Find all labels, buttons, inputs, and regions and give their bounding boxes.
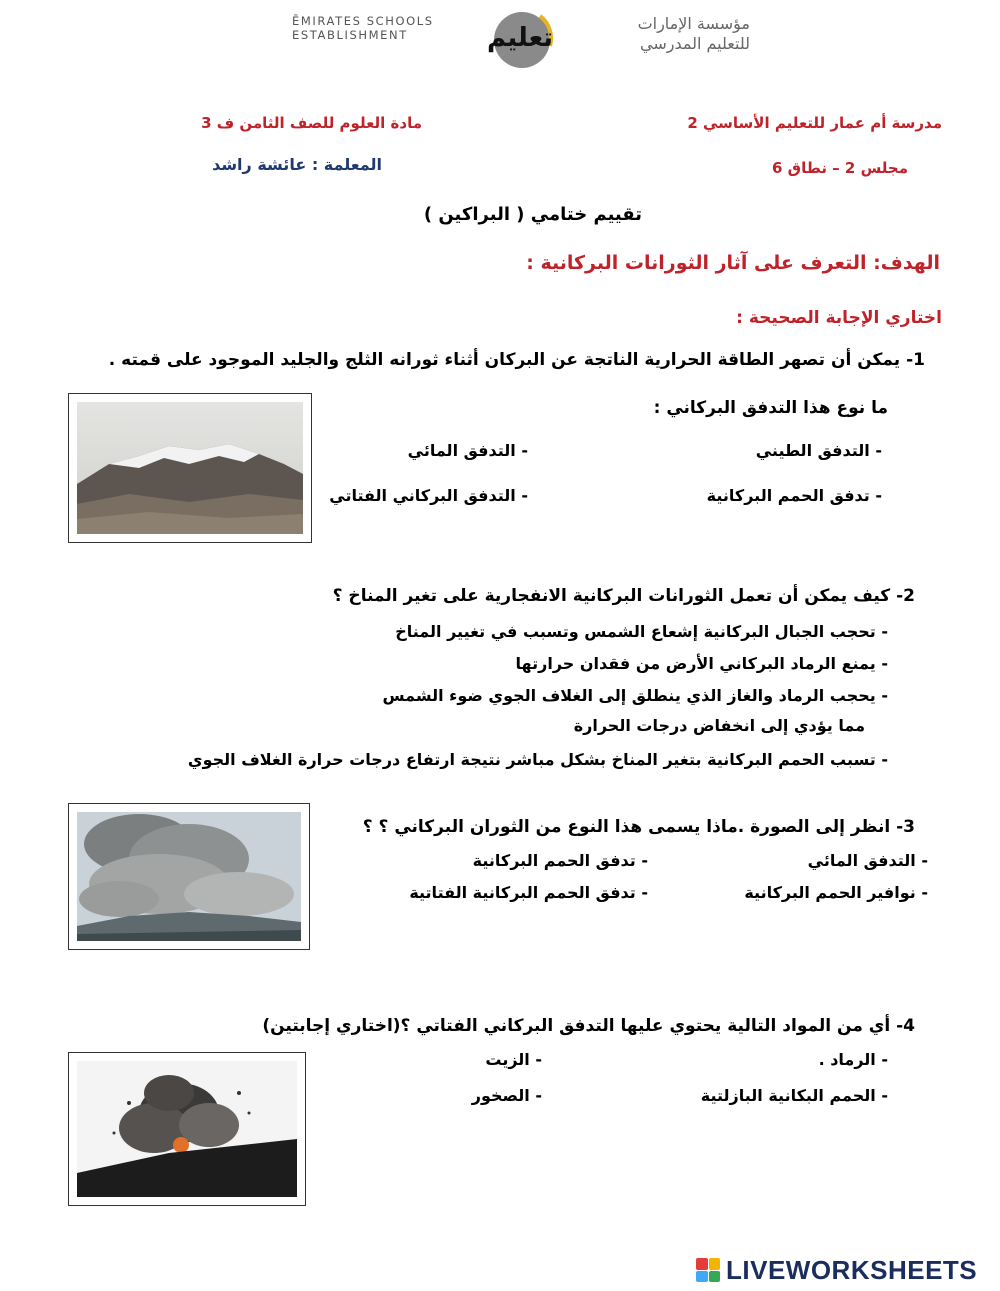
- q3-option-4[interactable]: - تدفق الحمم البركانية الفتاتية: [409, 883, 648, 902]
- q3-image: [68, 803, 310, 950]
- q4-option-4[interactable]: - الصخور: [471, 1086, 542, 1105]
- q2-text: 2- كيف يمكن أن تعمل الثورانات البركانية الانفجارية على تغير المناخ ؟: [332, 586, 915, 606]
- subject-name: مادة العلوم للصف الثامن ف 3: [201, 114, 422, 132]
- q3-option-3[interactable]: - نوافير الحمم البركانية: [744, 883, 928, 902]
- liveworksheets-brand: [696, 1255, 977, 1285]
- liveworksheets-text: LIVEWORKSHEETS: [726, 1254, 978, 1285]
- q3-text: 3- انظر إلى الصورة .ماذا يسمى هذا النوع من الثوران البركاني ؟ ؟: [362, 817, 915, 837]
- en-logo-line1: ĒMIRATES SCHOOLS: [292, 14, 434, 28]
- lesson-goal: الهدف: التعرف على آثار الثورانات البركانية :: [526, 252, 940, 274]
- q1-image: [68, 393, 312, 543]
- ar-logo-line2: للتعليم المدرسي: [639, 34, 750, 53]
- pyroclastic-flow-photo: [69, 804, 309, 949]
- ese-arabic-logo: [600, 14, 750, 54]
- q3-option-2[interactable]: - تدفق الحمم البركانية: [472, 851, 648, 870]
- liveworksheets-icon: [696, 1258, 720, 1282]
- q2-option-3-cont: مما يؤدي إلى انخفاض درجات الحرارة: [573, 716, 865, 735]
- talim-logo-text: تعليم: [486, 23, 554, 53]
- page-title: تقييم ختامي ( البراكين ): [423, 204, 642, 225]
- q4-image: [68, 1052, 306, 1206]
- q1-option-2[interactable]: - التدفق المائي: [407, 441, 528, 460]
- q2-option-2[interactable]: - يمنع الرماد البركاني الأرض من فقدان حرارتها: [515, 654, 888, 673]
- en-logo-line2: ESTABLISHMENT: [292, 28, 408, 42]
- q1-text: 1- يمكن أن تصهر الطاقة الحرارية الناتجة عن البركان أثناء ثورانه الثلج والجليد الموجود على قمته .: [108, 350, 925, 370]
- q4-option-2[interactable]: - الزيت: [485, 1050, 542, 1069]
- snow-capped-volcano-photo: [69, 394, 311, 542]
- council-info: مجلس 2 – نطاق 6: [772, 159, 908, 177]
- q3-option-1[interactable]: - التدفق المائي: [807, 851, 928, 870]
- q4-text: 4- أي من المواد التالية يحتوي عليها التدفق البركاني الفتاتي ؟(اختاري إجابتين): [262, 1016, 915, 1036]
- q2-option-4[interactable]: - تسبب الحمم البركانية بتغير المناخ بشكل مباشر نتيجة ارتفاع درجات حرارة الغلاف الجوي: [187, 750, 888, 769]
- ar-logo-line1: مؤسسة الإمارات: [637, 14, 750, 33]
- talim-logo: [470, 6, 570, 70]
- q1-option-1[interactable]: - التدفق الطيني: [755, 441, 882, 460]
- q2-option-3[interactable]: - يحجب الرماد والغاز الذي ينطلق إلى الغلاف الجوي ضوء الشمس: [382, 686, 888, 705]
- talim-logo-icon: [470, 6, 570, 70]
- q4-option-3[interactable]: - الحمم البكانية البازلتية: [700, 1086, 888, 1105]
- emirates-schools-logo: [292, 14, 434, 42]
- instruction: اختاري الإجابة الصحيحة :: [736, 308, 942, 328]
- q2-option-1[interactable]: - تحجب الجبال البركانية إشعاع الشمس وتسبب في تغيير المناخ: [395, 622, 888, 641]
- ash-explosion-photo: [69, 1053, 305, 1205]
- q1-option-4[interactable]: - التدفق البركاني الفتاتي: [329, 486, 528, 505]
- school-name: مدرسة أم عمار للتعليم الأساسي 2: [687, 114, 942, 132]
- q1-sub: ما نوع هذا التدفق البركاني :: [653, 398, 888, 418]
- q1-option-3[interactable]: - تدفق الحمم البركانية: [706, 486, 882, 505]
- teacher-name: المعلمة : عائشة راشد: [212, 155, 382, 174]
- q4-option-1[interactable]: - الرماد .: [818, 1050, 888, 1069]
